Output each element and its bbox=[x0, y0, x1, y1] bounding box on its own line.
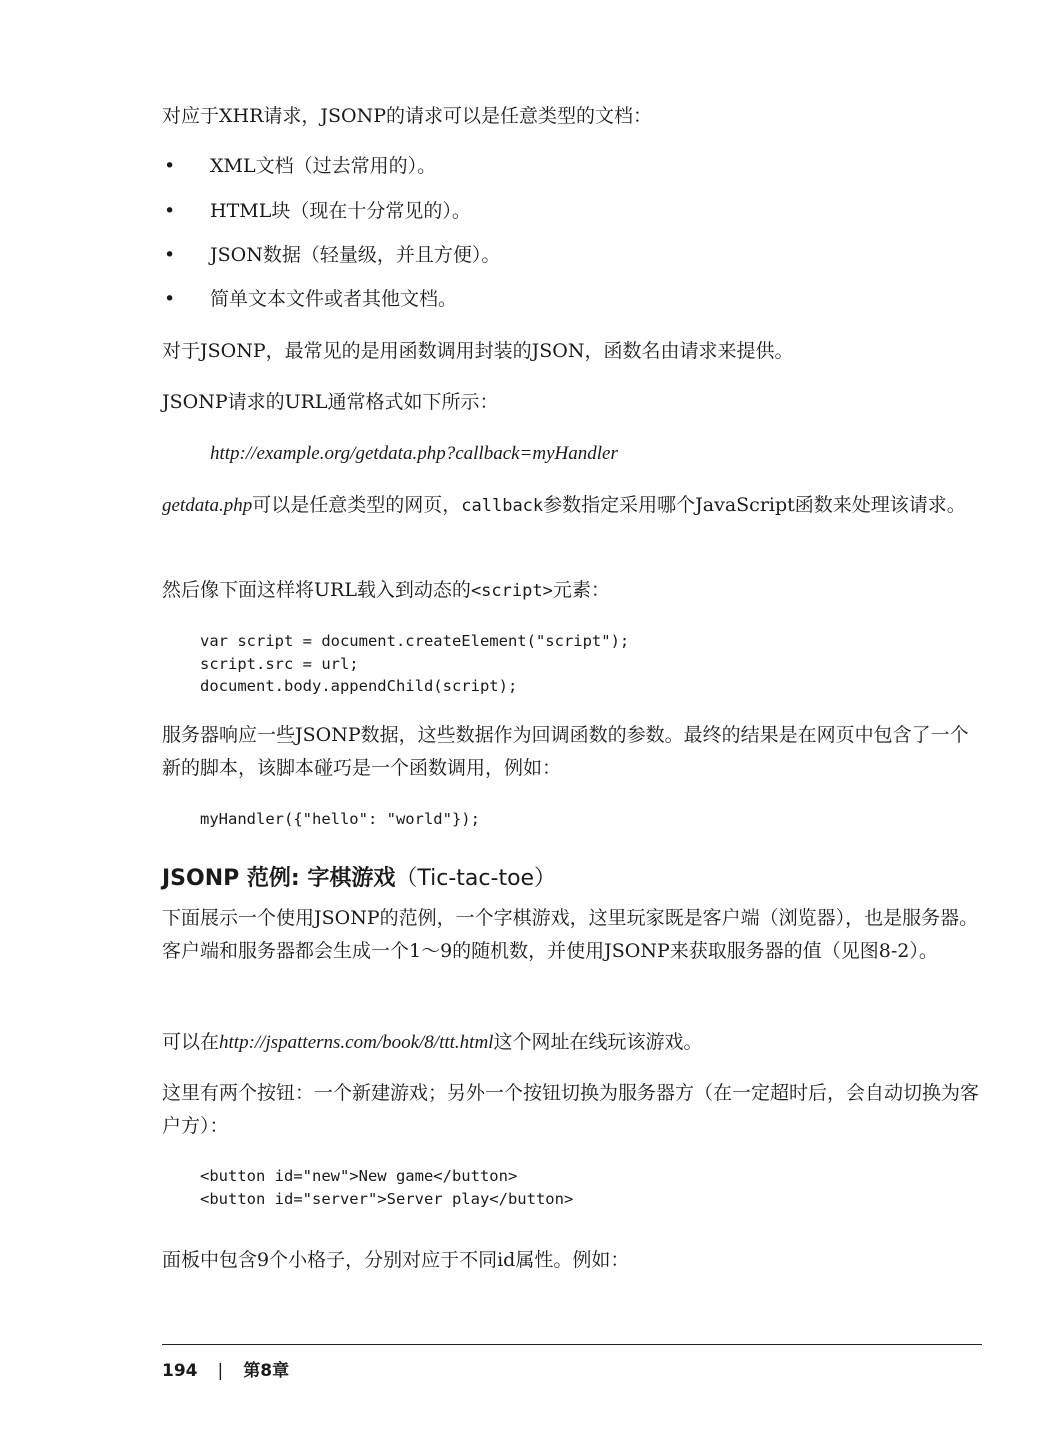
bullet-icon: • bbox=[164, 288, 176, 310]
section-heading bbox=[162, 864, 556, 894]
list-item-text: 简单文本文件或者其他文档。 bbox=[210, 288, 458, 310]
code-block-script: var script = document.createElement("script"); script.src = url; document.body.appendChild(script); bbox=[200, 632, 630, 695]
paragraph-play-online bbox=[162, 1026, 982, 1059]
paragraph-board: 面板中包含9个小格子，分别对应于不同id属性。例如： bbox=[162, 1249, 630, 1271]
footer-separator: | bbox=[217, 1361, 224, 1381]
list-item-text: HTML块（现在十分常见的）。 bbox=[210, 200, 471, 222]
chapter-label: 第8章 bbox=[243, 1361, 290, 1381]
paragraph-text: 然后像下面这样将URL载入到动态的 bbox=[162, 579, 471, 601]
url-example: http://example.org/getdata.php?callback=myHandler bbox=[210, 443, 618, 464]
bullet-icon: • bbox=[164, 244, 176, 266]
code-block-buttons: <button id="new">New game</button> <button id="server">Server play</button> bbox=[200, 1167, 574, 1208]
paragraph-text: 可以是任意类型的网页， bbox=[252, 494, 462, 516]
paragraph-server-response: 服务器响应一些JSONP数据，这些数据作为回调函数的参数。最终的结果是在网页中包含了一个新的脚本，该脚本碰巧是一个函数调用，例如： bbox=[162, 724, 969, 779]
paragraph-text: 这个网址在线玩该游戏。 bbox=[493, 1031, 703, 1053]
paragraph-example-intro: 下面展示一个使用JSONP的范例，一个字棋游戏，这里玩家既是客户端（浏览器），也是服务器。客户端和服务器都会生成一个1～9的随机数，并使用JSONP来获取服务器的值（见图8-2）。 bbox=[162, 907, 979, 962]
paragraph-getdata bbox=[162, 489, 982, 523]
paragraph-load-url bbox=[162, 574, 982, 608]
paragraph-jsonp-common: 对于JSONP，最常见的是用函数调用封装的JSON，函数名由请求来提供。 bbox=[162, 340, 794, 362]
paragraph-text: 可以在 bbox=[162, 1031, 220, 1053]
heading-bold-text: JSONP 范例: 字棋游戏 bbox=[162, 866, 396, 891]
bullet-icon: • bbox=[164, 200, 176, 222]
paragraph-text: 参数指定采用哪个JavaScript函数来处理该请求。 bbox=[543, 494, 966, 516]
filename-text: getdata.php bbox=[162, 495, 253, 516]
footer-divider bbox=[162, 1344, 982, 1345]
list-item-text: XML文档（过去常用的）。 bbox=[210, 155, 437, 177]
page-footer bbox=[162, 1358, 289, 1384]
heading-light-text: （Tic-tac-toe） bbox=[395, 866, 557, 891]
intro-paragraph: 对应于XHR请求，JSONP的请求可以是任意类型的文档： bbox=[162, 105, 653, 127]
inline-code: <script> bbox=[470, 581, 553, 601]
code-block-handler: myHandler({"hello": "world"}); bbox=[200, 810, 480, 828]
paragraph-buttons: 这里有两个按钮：一个新建游戏；另外一个按钮切换为服务器方（在一定超时后，会自动切换为客户方）： bbox=[162, 1082, 980, 1137]
game-url-link[interactable]: http://jspatterns.com/book/8/ttt.html bbox=[219, 1032, 494, 1053]
paragraph-text: 元素： bbox=[552, 579, 610, 601]
page-number: 194 bbox=[162, 1361, 198, 1381]
inline-code: callback bbox=[461, 496, 544, 516]
list-item-text: JSON数据（轻量级，并且方便）。 bbox=[210, 244, 501, 266]
paragraph-url-format: JSONP请求的URL通常格式如下所示： bbox=[162, 391, 499, 413]
bullet-icon: • bbox=[164, 155, 176, 177]
